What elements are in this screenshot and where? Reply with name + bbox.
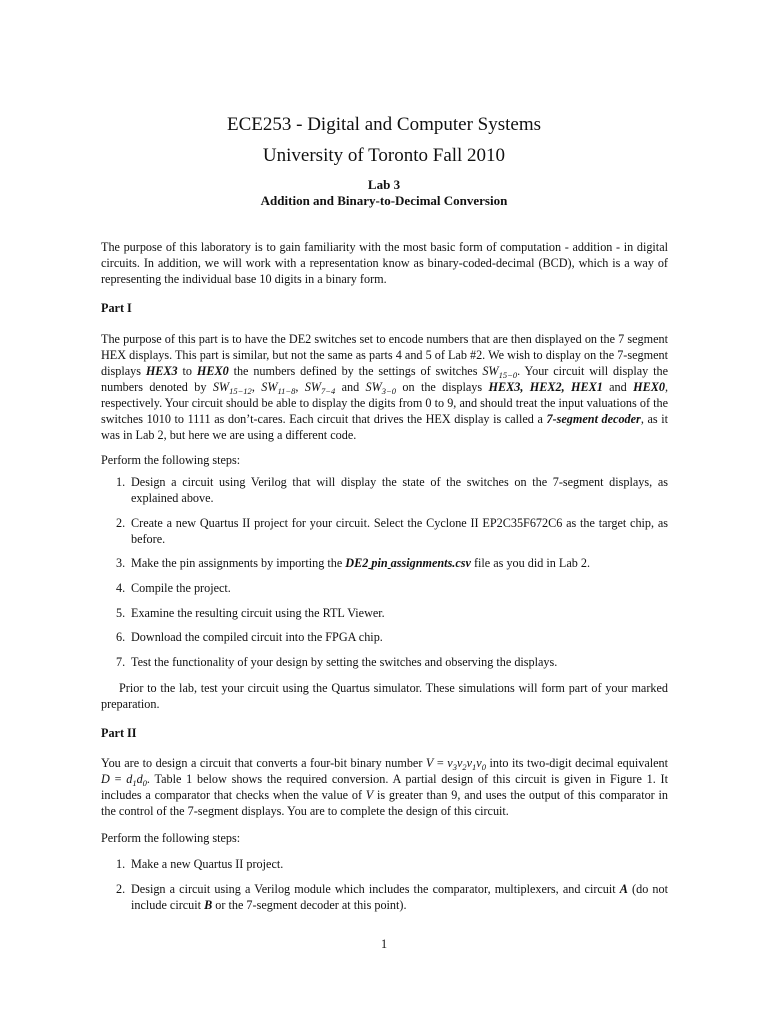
- part1-step-3: 3. Make the pin assignments by importing the DE2 pin assignments.csv file as you did in Lab 2.: [116, 556, 591, 570]
- part1-step-7: 7. Test the functionality of your design by setting the switches and observing the displays.: [116, 655, 558, 669]
- part1-perform: Perform the following steps:: [101, 453, 241, 467]
- hex3-label: HEX3: [145, 364, 178, 378]
- school-term: University of Toronto Fall 2010: [262, 145, 506, 166]
- part1-heading: Part I: [101, 301, 132, 315]
- part2-heading: Part II: [101, 726, 137, 740]
- part1-step-2: 2. Create a new Quartus II project for your circuit. Select the Cyclone II EP2C35F672C6 as the target chip, as before.: [116, 516, 668, 546]
- part1-paragraph: The purpose of this part is to have the DE2 switches set to encode numbers that are then displayed on the 7 segment HEX displays. This part is similar, but not the same as parts 4 and 5 of Lab #2. We wish to display on the 7-segment displays HEX3 to HEX0 the numbers defined by the settings of switches $SW_{15-0}$. Your circuit will display the numbers denoted by $SW_{15-12}$, $SW_{11-8}$, $SW_{7-4}$ and $SW_{3-0}$ on the displays HEX3, HEX2, HEX1 and HEX0, respectively. Your circuit should be able to display the digits from 0 to 9, and should treat the input valuations of the switches 1010 to 1111 as don’t-cares. Each circuit that drives the HEX display is called a 7-segment decoder, as it was in Lab 2, but here we are using a different code.: [101, 332, 668, 442]
- part2-step-2: 2. Design a circuit using a Verilog module which includes the comparator, multiplexers, and circuit A (do not include circuit B or the 7-segment decoder at this point).: [116, 882, 668, 912]
- hex0-label: HEX0: [196, 364, 229, 378]
- lab-number: Lab 3: [367, 177, 401, 192]
- intro-paragraph: The purpose of this laboratory is to gain familiarity with the most basic form of computation - addition - in digital circuits. In addition, we will work with a representation know as binary-coded-decimal (BCD), which is a way of representing the individual base 10 digits in a binary form.: [101, 240, 668, 286]
- part2-paragraph: You are to design a circuit that converts a four-bit binary number $V = v_3v_2v_1v_0$ into its two-digit decimal equivalent $D = d_1d_0$. Table 1 below shows the required conversion. A partial design of this circuit is given in Figure 1. It includes a comparator that checks when the value of V is greater than 9, and uses the output of this comparator in the control of the 7-segment displays. You are to complete the design of this circuit.: [101, 756, 669, 818]
- seg-decoder-term: 7-segment decoder: [546, 412, 641, 426]
- csv-filename: DE2 pin assignments.csv: [345, 556, 471, 570]
- part2-step-1: 1. Make a new Quartus II project.: [116, 857, 284, 871]
- part1-step-1: 1. Design a circuit using Verilog that will display the state of the switches on the 7-segment displays, as explained above.: [116, 475, 668, 505]
- prior-paragraph: Prior to the lab, test your circuit using the Quartus simulator. These simulations will form part of your marked preparation.: [101, 681, 668, 711]
- part1-step-4: 4. Compile the project.: [116, 581, 231, 595]
- part1-step-6: 6. Download the compiled circuit into the FPGA chip.: [116, 630, 383, 644]
- lab-title: Addition and Binary-to-Decimal Conversion: [260, 193, 508, 208]
- part2-perform: Perform the following steps:: [101, 831, 241, 845]
- course-title: ECE253 - Digital and Computer Systems: [226, 114, 541, 135]
- page-number: 1: [380, 937, 388, 951]
- part1-step-5: 5. Examine the resulting circuit using the RTL Viewer.: [116, 606, 385, 620]
